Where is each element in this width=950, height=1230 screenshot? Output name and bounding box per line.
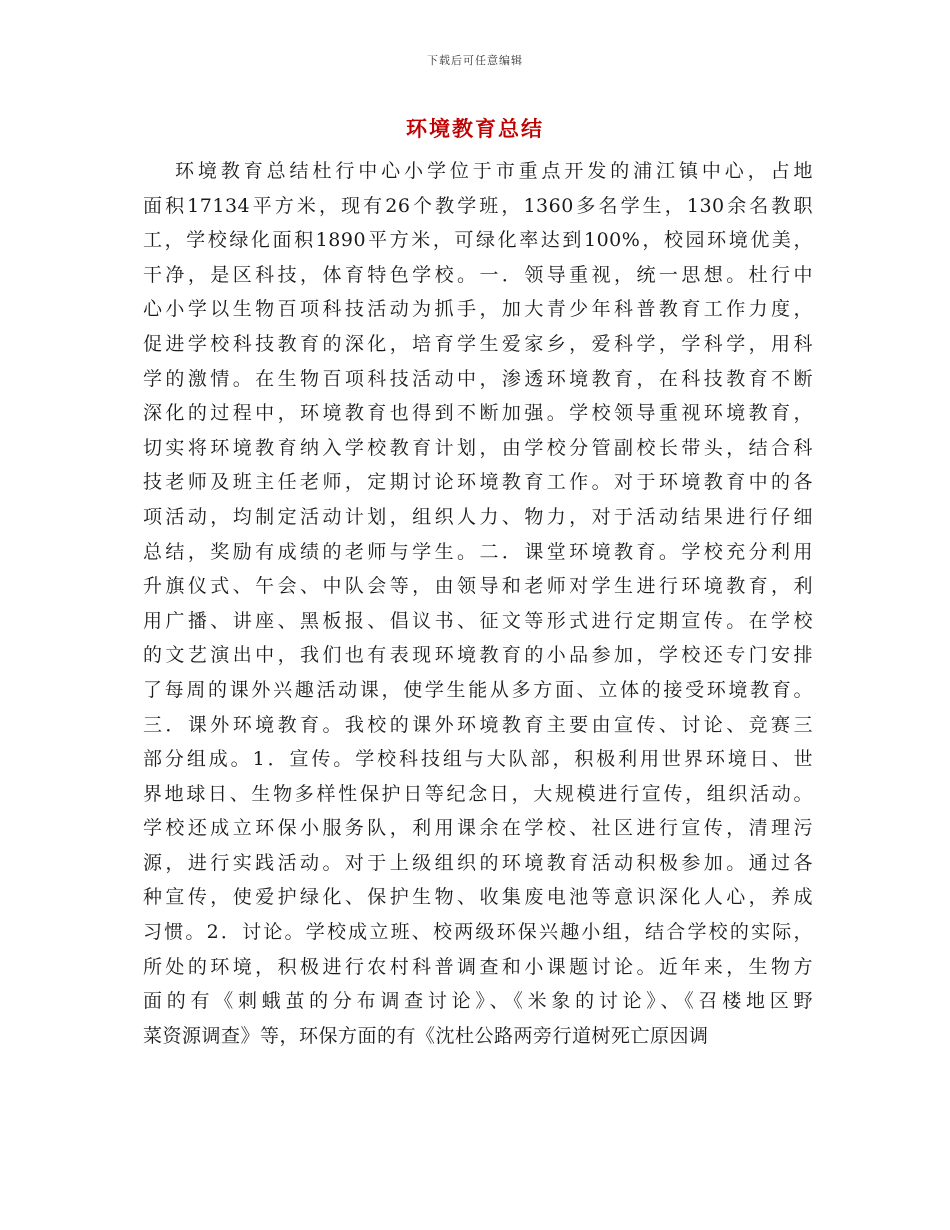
paragraph-line: 干净，是区科技，体育特色学校。一．领导重视，统一思想。杜行中 (143, 263, 813, 286)
header-note: 下载后可任意编辑 (427, 54, 523, 67)
paragraph-line: 升旗仪式、午会、中队会等，由领导和老师对学生进行环境教育，利 (143, 575, 813, 598)
paragraph-line: 了每周的课外兴趣活动课，使学生能从多方面、立体的接受环境教育。 (143, 678, 813, 701)
paragraph-line: 项活动，均制定活动计划，组织人力、物力，对于活动结果进行仔细 (143, 505, 813, 528)
paragraph-line: 三．课外环境教育。我校的课外环境教育主要由宣传、讨论、竞赛三 (143, 713, 813, 736)
paragraph-line: 的文艺演出中，我们也有表现环境教育的小品参加，学校还专门安排 (143, 644, 813, 667)
paragraph-line: 环境教育总结杜行中心小学位于市重点开发的浦江镇中心，占地 (175, 160, 813, 182)
paragraph-line: 用广播、讲座、黑板报、倡议书、征文等形式进行定期宣传。在学校 (143, 609, 813, 632)
paragraph-line: 切实将环境教育纳入学校教育计划，由学校分管副校长带头，结合科 (143, 436, 813, 459)
paragraph-line: 源，进行实践活动。对于上级组织的环境教育活动积极参加。通过各 (143, 851, 813, 874)
paragraph-line: 总结，奖励有成绩的老师与学生。二．课堂环境教育。学校充分利用 (143, 540, 813, 563)
paragraph-line: 习惯。2．讨论。学校成立班、校两级环保兴趣小组，结合学校的实际， (143, 921, 813, 944)
document-title: 环境教育总结 (406, 116, 544, 141)
paragraph-line: 部分组成。1．宣传。学校科技组与大队部，积极利用世界环境日、世 (143, 748, 813, 771)
paragraph-line: 学的激情。在生物百项科技活动中，渗透环境教育，在科技教育不断 (143, 367, 813, 390)
paragraph-line: 工，学校绿化面积1890平方米，可绿化率达到100%，校园环境优美， (143, 229, 813, 252)
paragraph-line: 界地球日、生物多样性保护日等纪念日，大规模进行宣传，组织活动。 (143, 782, 813, 805)
paragraph-line: 所处的环境，积极进行农村科普调查和小课题讨论。近年来，生物方 (143, 955, 813, 978)
paragraph-line: 技老师及班主任老师，定期讨论环境教育工作。对于环境教育中的各 (143, 471, 813, 494)
paragraph-line: 学校还成立环保小服务队，利用课余在学校、社区进行宣传，清理污 (143, 817, 813, 840)
paragraph-line: 深化的过程中，环境教育也得到不断加强。学校领导重视环境教育， (143, 402, 813, 425)
paragraph-line: 面的有《刺蛾茧的分布调查讨论》、《米象的讨论》、《召楼地区野 (143, 990, 813, 1013)
paragraph-line: 促进学校科技教育的深化，培育学生爱家乡，爱科学，学科学，用科 (143, 332, 813, 355)
paragraph-line: 种宣传，使爱护绿化、保护生物、收集废电池等意识深化人心，养成 (143, 886, 813, 909)
paragraph-line: 面积17134平方米，现有26个教学班，1360多名学生，130余名教职 (143, 194, 813, 217)
paragraph-line: 心小学以生物百项科技活动为抓手，加大青少年科普教育工作力度， (143, 298, 813, 321)
body-text (143, 154, 813, 1053)
paragraph-line: 菜资源调查》等，环保方面的有《沈杜公路两旁行道树死亡原因调 (143, 1024, 709, 1047)
